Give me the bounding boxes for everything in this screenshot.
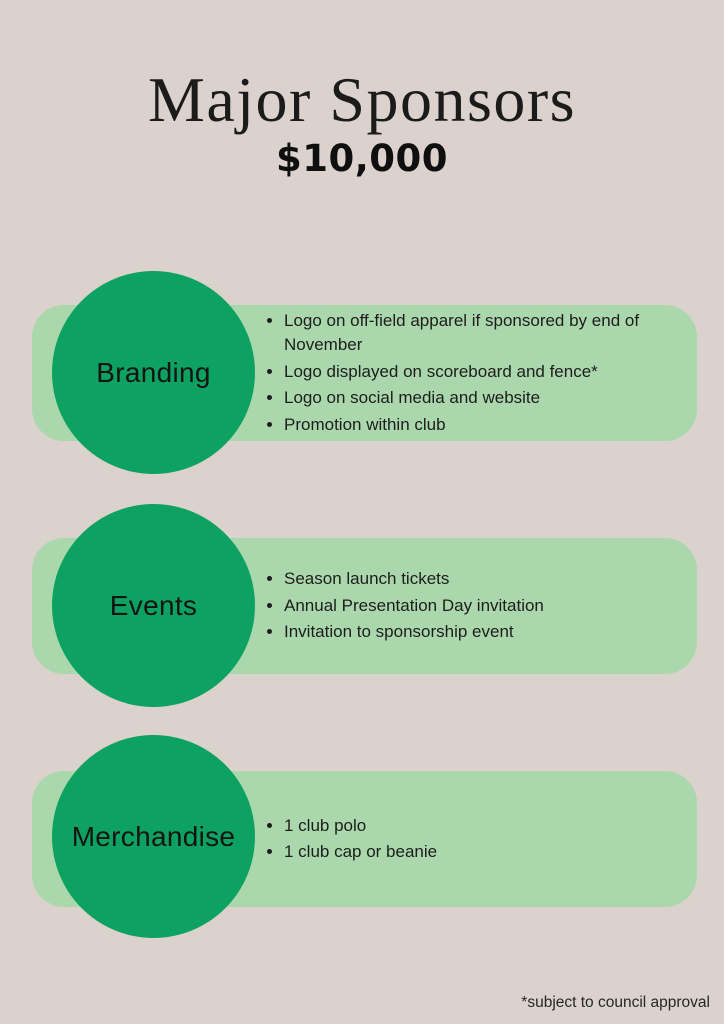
tier-label-events: Events <box>109 589 198 621</box>
branding-circle <box>52 271 255 474</box>
benefit-item: • Season launch tickets <box>284 567 544 592</box>
benefit-item: • Logo on social media and website <box>284 386 687 411</box>
benefit-item: • 1 club polo <box>284 814 437 839</box>
tier-label-merchandise: Merchandise <box>71 820 236 852</box>
council-approval-footnote: *subject to council approval <box>521 994 710 1011</box>
merchandise-circle <box>52 735 255 938</box>
benefit-item: • Logo on off-field apparel if sponsored by end of November <box>284 309 687 358</box>
sponsorship-amount: $10,000 <box>275 137 449 180</box>
benefit-item: • Promotion within club <box>284 413 687 438</box>
benefit-item: • Annual Presentation Day invitation <box>284 594 544 619</box>
benefit-item: • Logo displayed on scoreboard and fence* <box>284 360 687 385</box>
tier-label-branding: Branding <box>96 356 211 388</box>
page-title: Major Sponsors <box>147 64 577 135</box>
benefit-item: • Invitation to sponsorship event <box>284 620 544 645</box>
benefit-item: • 1 club cap or beanie <box>284 840 437 865</box>
events-circle <box>52 504 255 707</box>
